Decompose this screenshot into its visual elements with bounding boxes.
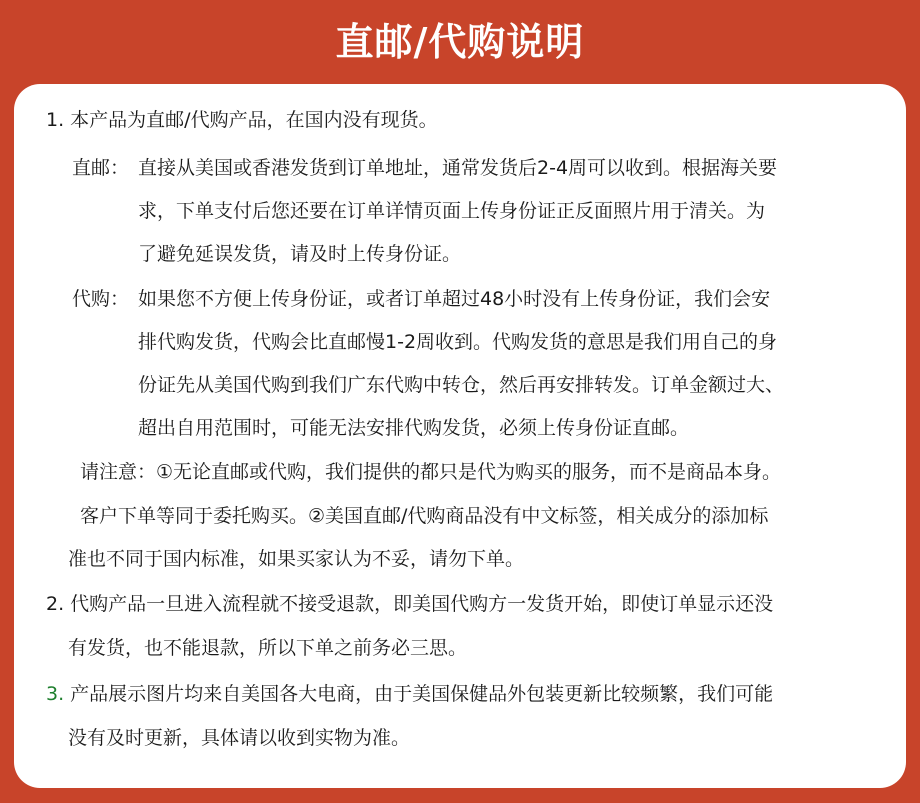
item-3-number: 3.: [46, 683, 65, 705]
proxy-purchase-line-4: 超出自用范围时，可能无法安排代购发货，必须上传身份证直邮。: [138, 417, 690, 439]
item-2-line-1: 2. 代购产品一旦进入流程就不接受退款，即美国代购方一发货开始，即使订单显示还没: [46, 593, 774, 615]
page-title: 直邮/代购说明: [335, 20, 585, 64]
item-2-line-2: 有发货，也不能退款，所以下单之前务必三思。: [68, 637, 468, 659]
proxy-purchase-line-2: 排代购发货，代购会比直邮慢1-2周收到。代购发货的意思是我们用自己的身: [138, 331, 778, 353]
item-3-line-1: [46, 676, 773, 712]
direct-mail-line-3: 了避免延误发货，请及时上传身份证。: [138, 243, 462, 265]
item-1-line-1: 1. 本产品为直邮/代购产品，在国内没有现货。: [46, 109, 438, 131]
direct-mail-label: 直邮：: [72, 157, 130, 179]
content-panel: [14, 84, 906, 788]
item-3-text: 产品展示图片均来自美国各大电商，由于美国保健品外包装更新比较频繁，我们可能: [64, 683, 774, 705]
item-3-line-2: 没有及时更新，具体请以收到实物为准。: [68, 727, 411, 749]
notice-line-2: 客户下单等同于委托购买。②美国直邮/代购商品没有中文标签，相关成分的添加标: [80, 505, 769, 527]
proxy-purchase-line-3: 份证先从美国代购到我们广东代购中转仓，然后再安排转发。订单金额过大、: [138, 374, 785, 396]
proxy-purchase-line-1: 如果您不方便上传身份证，或者订单超过48小时没有上传身份证，我们会安: [138, 288, 771, 310]
proxy-purchase-label: 代购：: [72, 288, 130, 310]
notice-line-1: 请注意：①无论直邮或代购，我们提供的都只是代为购买的服务，而不是商品本身。: [80, 461, 782, 483]
notice-line-3: 准也不同于国内标准，如果买家认为不妥，请勿下单。: [68, 548, 525, 570]
direct-mail-line-2: 求，下单支付后您还要在订单详情页面上传身份证正反面照片用于清关。为: [138, 200, 766, 222]
direct-mail-line-1: 直接从美国或香港发货到订单地址，通常发货后2-4周可以收到。根据海关要: [138, 157, 778, 179]
